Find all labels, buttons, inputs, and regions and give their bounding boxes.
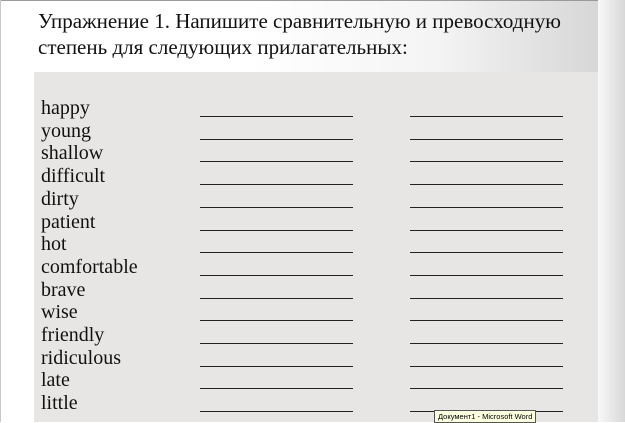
- superlative-blank-12: [410, 388, 563, 389]
- superlative-blank-7: [410, 275, 563, 276]
- comparative-blank-2: [200, 161, 353, 162]
- adjective-5: patient: [41, 210, 96, 233]
- adjective-2: shallow: [41, 142, 104, 165]
- superlative-blank-3: [410, 184, 563, 185]
- adjective-1: young: [41, 119, 91, 142]
- superlative-blank-9: [410, 320, 563, 321]
- comparative-blank-6: [200, 252, 353, 253]
- comparative-blank-5: [200, 230, 353, 231]
- adjective-9: wise: [41, 301, 78, 324]
- exercise-title: [38, 8, 608, 60]
- comparative-blank-12: [200, 388, 353, 389]
- window-left-border: [0, 0, 1, 422]
- comparative-blank-1: [200, 139, 353, 140]
- comparative-blank-7: [200, 275, 353, 276]
- adjective-10: friendly: [41, 324, 105, 346]
- exercise-title-line-1: Упражнение 1. Напишите сравнительную и превосходную: [38, 9, 561, 33]
- comparative-blank-4: [200, 207, 353, 208]
- comparative-blank-8: [200, 298, 353, 299]
- superlative-blank-8: [410, 298, 563, 299]
- superlative-blank-4: [410, 207, 563, 208]
- adjective-6: hot: [41, 233, 67, 256]
- taskbar-tooltip: Документ1 - Microsoft Word: [434, 410, 536, 423]
- superlative-blank-1: [410, 139, 563, 140]
- exercise-panel: [34, 72, 598, 422]
- right-edge-strip: [598, 0, 625, 422]
- adjective-13: little: [41, 392, 78, 415]
- superlative-blank-6: [410, 252, 563, 253]
- comparative-blank-13: [200, 411, 353, 412]
- adjective-11: ridiculous: [41, 346, 121, 369]
- comparative-blank-10: [200, 343, 353, 344]
- window-top-border: [0, 0, 625, 1]
- superlative-blank-2: [410, 161, 563, 162]
- adjective-7: comfortable: [41, 255, 138, 278]
- comparative-blank-9: [200, 320, 353, 321]
- adjective-12: late: [41, 369, 70, 392]
- comparative-blank-3: [200, 184, 353, 185]
- adjective-4: dirty: [41, 187, 79, 210]
- superlative-blank-5: [410, 230, 563, 231]
- superlative-blank-11: [410, 366, 563, 367]
- adjective-8: brave: [41, 278, 86, 301]
- adjective-3: difficult: [41, 165, 106, 188]
- superlative-blank-0: [410, 116, 563, 117]
- adjective-0: happy: [41, 97, 90, 119]
- comparative-blank-11: [200, 366, 353, 367]
- comparative-blank-0: [200, 116, 353, 117]
- exercise-title-line-2: степень для следующих прилагательных:: [38, 35, 408, 59]
- superlative-blank-10: [410, 343, 563, 344]
